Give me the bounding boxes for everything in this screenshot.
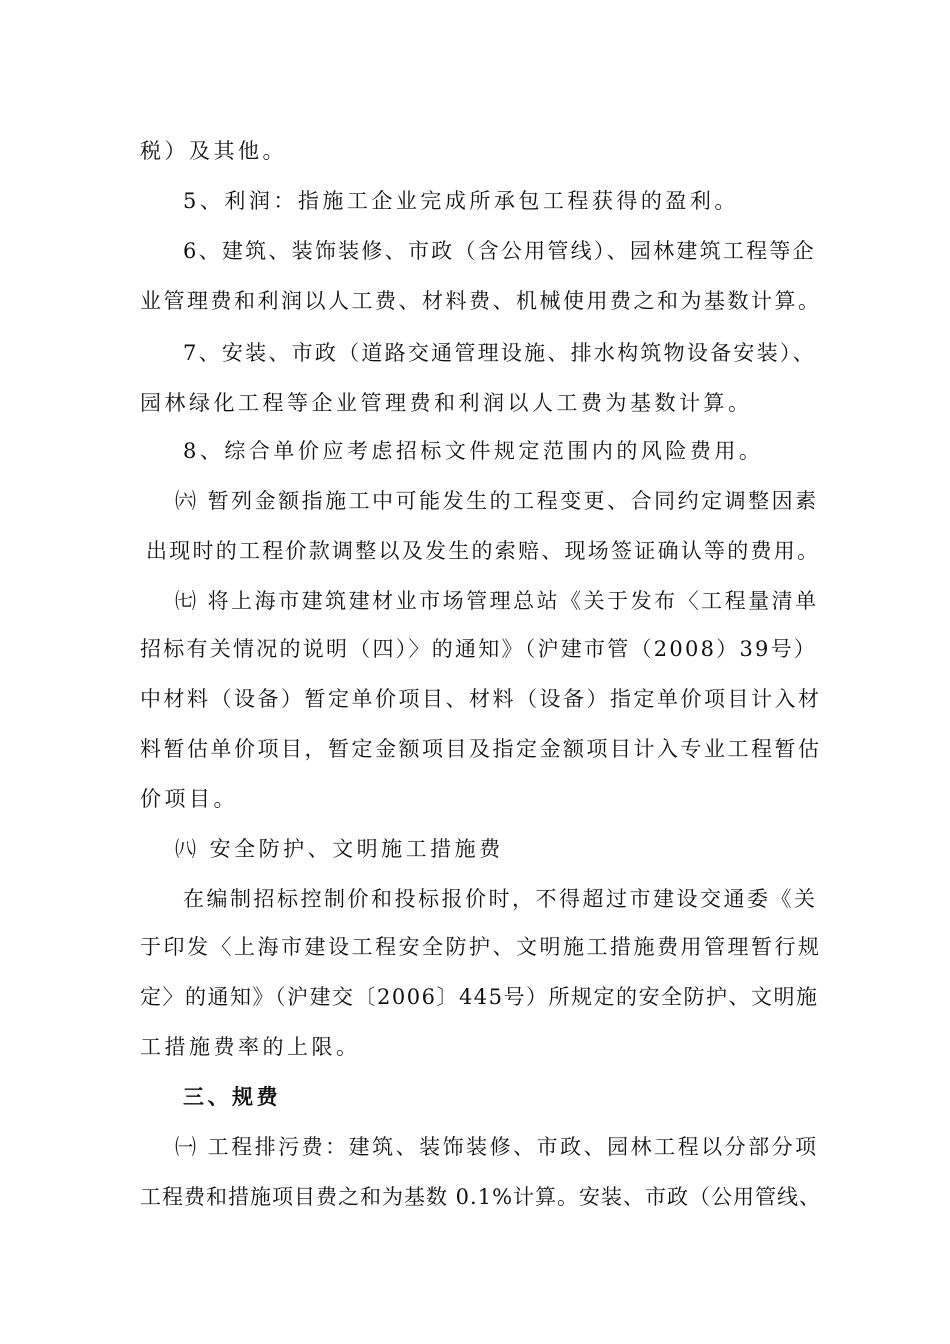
text-line-2: 5、利润：指施工企业完成所承包工程获得的盈利。 xyxy=(183,189,739,213)
text-line-14: 价项目。 xyxy=(140,787,238,811)
text-line-16: 在编制招标控制价和投标报价时，不得超过市建设交通委《关 xyxy=(183,887,818,911)
text-line-7: 8、综合单价应考虑招标文件规定范围内的风险费用。 xyxy=(183,439,764,463)
text-line-15: ㈧ 安全防护、文明施工措施费 xyxy=(175,837,504,861)
text-line-10: ㈦ 将上海市建筑建材业市场管理总站《关于发布〈工程量清单 xyxy=(175,589,819,613)
text-line-5: 7、安装、市政（道路交通管理设施、排水构筑物设备安装）、 xyxy=(183,341,816,365)
text-line-1: 税）及其他。 xyxy=(140,139,287,163)
text-line-9: 出现时的工程价款调整以及发生的索赔、现场签证确认等的费用。 xyxy=(146,539,821,563)
text-line-6: 园林绿化工程等企业管理费和利润以人工费为基数计算。 xyxy=(140,391,753,415)
text-line-17: 于印发〈上海市建设工程安全防护、文明施工措施费用管理暂行规 xyxy=(140,935,822,959)
text-line-18: 定〉的通知》（沪建交〔2006〕445号）所规定的安全防护、文明施 xyxy=(140,985,819,1009)
text-line-19: 工措施费率的上限。 xyxy=(140,1035,361,1059)
text-line-4: 业管理费和利润以人工费、材料费、机械使用费之和为基数计算。 xyxy=(140,289,822,313)
text-line-8: ㈥ 暂列金额指施工中可能发生的工程变更、合同约定调整因素 xyxy=(175,489,819,513)
text-line-11: 招标有关情况的说明（四）〉的通知》（沪建市管（2008）39号） xyxy=(140,637,818,661)
section-heading: 三、规费 xyxy=(183,1084,281,1109)
text-line-13: 料暂估单价项目，暂定金额项目及指定金额项目计入专业工程暂估 xyxy=(140,737,822,761)
text-line-22: 工程费和措施项目费之和为基数 0.1%计算。安装、市政（公用管线、 xyxy=(140,1185,822,1209)
text-line-3: 6、建筑、装饰装修、市政（含公用管线）、园林建筑工程等企 xyxy=(183,239,816,263)
text-line-12: 中材料（设备）暂定单价项目、材料（设备）指定单价项目计入材 xyxy=(140,687,822,711)
text-line-21: ㈠ 工程排污费：建筑、装饰装修、市政、园林工程以分部分项 xyxy=(175,1135,819,1159)
